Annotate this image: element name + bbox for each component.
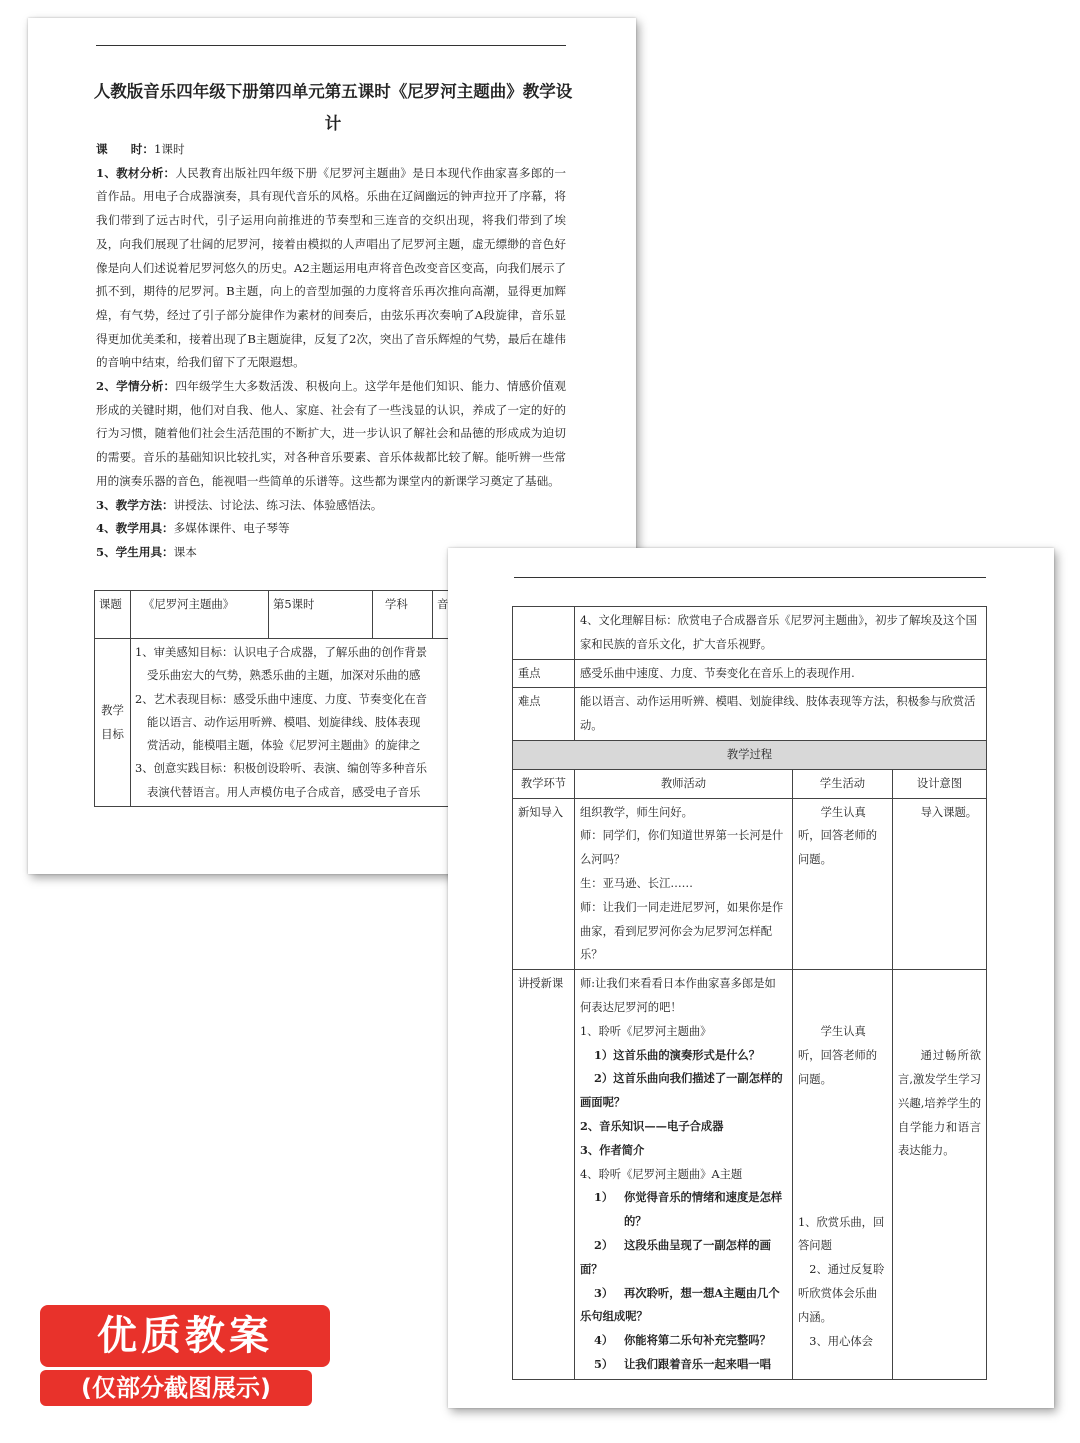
- stage-cell: 新知导入: [513, 798, 575, 970]
- student-cell: [793, 798, 893, 970]
- difficulty-label: 难点: [513, 688, 575, 741]
- teacher-line: 3、作者简介: [580, 1142, 645, 1157]
- teacher-cell: [575, 970, 793, 1380]
- question-number: 1）: [594, 1190, 614, 1205]
- teacher-line: 4、聆听《尼罗河主题曲》A主题: [580, 1167, 743, 1181]
- student-text: 2、通过反复聆听欣赏体会乐曲内涵。: [798, 1263, 885, 1324]
- key-label: 重点: [513, 659, 575, 688]
- header-rule: [96, 45, 566, 46]
- question-line: [580, 1186, 787, 1234]
- table-cell: 《尼罗河主题曲》: [131, 591, 269, 639]
- student-text: 学生认真听，回答老师的问题。: [798, 1025, 878, 1086]
- student-cell: [793, 970, 893, 1380]
- intent-text: 导入课题。: [920, 805, 978, 819]
- section-tools: 4、教学用具：多媒体课件、电子琴等: [96, 521, 290, 536]
- question-text: 你觉得音乐的情绪和速度是怎样的？: [624, 1190, 783, 1229]
- teacher-line: 2）这首乐曲向我们描述了一副怎样的画面呢？: [580, 1071, 783, 1110]
- goal-line: 2、艺术表现目标：感受乐曲中速度、力度、节奏变化在音: [135, 691, 428, 706]
- column-header: 设计意图: [893, 769, 987, 798]
- question-text: 再次聆听，想一想A主题由几个乐句组成呢？: [580, 1285, 780, 1324]
- teacher-line: 1）这首乐曲的演奏形式是什么？: [594, 1047, 761, 1062]
- column-header: 学生活动: [793, 769, 893, 798]
- table-row: [513, 659, 987, 688]
- quality-lesson-badge: 优质教案: [40, 1305, 330, 1367]
- question-line: [580, 1282, 787, 1330]
- table-row: [513, 970, 987, 1380]
- table-cell: 第5课时: [269, 591, 373, 639]
- question-line: [580, 1234, 787, 1282]
- teacher-line: 1、聆听《尼罗河主题曲》: [580, 1024, 712, 1038]
- question-text: 让我们跟着音乐一起来唱一唱: [624, 1356, 771, 1371]
- student-text: 学生认真听，回答老师的问题。: [798, 805, 878, 867]
- spacer: [898, 972, 981, 1044]
- stage-cell: 讲授新课: [513, 970, 575, 1380]
- table-row: [513, 607, 987, 660]
- document-title: 人教版音乐四年级下册第四单元第五课时《尼罗河主题曲》教学设计: [93, 82, 573, 133]
- teacher-line: 2、音乐知识——电子合成器: [580, 1118, 724, 1133]
- question-number: 2）: [594, 1237, 614, 1252]
- difficulty-text: 能以语言、动作运用听辨、模唱、划旋律线、肢体表现等方法，积极参与欣赏活动。: [575, 688, 987, 741]
- intent-text: 通过畅所欲言,激发学生学习兴趣,培养学生的自学能力和语言表达能力。: [898, 1049, 982, 1158]
- column-header: 教师活动: [575, 769, 793, 798]
- period-line: 课 时：1课时: [96, 142, 185, 156]
- question-number: 5）: [594, 1356, 614, 1371]
- question-line: [580, 1329, 787, 1353]
- table-cell: 课题: [95, 591, 131, 639]
- goal-line: 能以语言、动作运用听辨、模唱、划旋律线、肢体表现: [147, 714, 421, 729]
- teacher-line: 生：亚马逊、长江……: [580, 876, 693, 890]
- section-methods: 3、教学方法：讲授法、讨论法、练习法、体验感悟法。: [96, 497, 383, 512]
- document-body: [96, 138, 566, 565]
- teacher-line: 组织教学，师生问好。: [580, 805, 693, 819]
- table-cell: 音: [433, 591, 637, 639]
- process-title: 教学过程: [513, 740, 987, 769]
- column-header: 教学环节: [513, 769, 575, 798]
- key-text: 感受乐曲中速度、力度、节奏变化在音乐上的表现作用.: [575, 659, 987, 688]
- spacer: [798, 972, 887, 1020]
- section-material: 1、教材分析：人民教育出版社四年级下册《尼罗河主题曲》是日本现代作曲家喜多郎的一首作品。用电子合成器演奏，具有现代音乐的风格。乐曲在辽阔幽远的钟声拉开了序幕，将我们带到了远古时代，引子运用向前推进的节奏型和三连音的交织出现，将我们带到了埃及，向我们展现了壮阔的尼罗河，接着由模拟的人声唱出了尼罗河主题，虚无缥缈的音色好像是向人们述说着尼罗河悠久的历史。A2主题运用电声将音色改变音区变高，向我们展示了抓不到，期待的尼罗河。B主题，向上的音型加强的力度将音乐再次推向高潮，显得更加辉煌，有气势，经过了引子部分旋律作为素材的间奏后，由弦乐再次奏响了A段旋律，音乐显得更加优美柔和，接着出现了B主题旋律，反复了2次，突出了音乐辉煌的气势，最后在雄伟的音响中结束，给我们留下了无限遐想。: [96, 165, 566, 370]
- teacher-cell: [575, 798, 793, 970]
- teacher-line: 师：同学们，你们知道世界第一长河是什么河吗？: [580, 829, 784, 867]
- goal-line: 受乐曲宏大的气势，熟悉乐曲的主题，加深对乐曲的感: [147, 668, 421, 683]
- document-page-2: [448, 548, 1054, 1408]
- question-text: 这段乐曲呈现了一副怎样的画面？: [580, 1237, 771, 1276]
- intent-cell: [893, 970, 987, 1380]
- teacher-line: 师:让我们来看看日本作曲家喜多郎是如何表达尼罗河的吧！: [580, 977, 776, 1014]
- question-text: 你能将第二乐句补充完整吗？: [624, 1333, 771, 1348]
- goal-line: 表演代替语言。用人声模仿电子合成音，感受电子音乐: [147, 784, 421, 799]
- table-cell: 学科: [373, 591, 433, 639]
- spacer: [798, 1092, 887, 1211]
- intent-cell: [893, 798, 987, 970]
- section-students: 2、学情分析：四年级学生大多数活泼、积极向上。这学年是他们知识、能力、情感价值观形成的关键时期，他们对自我、他人、家庭、社会有了一些浅显的认识，养成了一定的好的行为习惯，随着他们社会生活范围的不断扩大，进一步认识了解社会和品德的形成成为迫切的需要。音乐的基础知识比较扎实，对各种音乐要素、音乐体裁都比较了解。能听辨一些常用的演奏乐器的音色，能视唱一些简单的乐谱等。这些都为课堂内的新课学习奠定了基础。: [96, 379, 566, 488]
- table-row: [513, 798, 987, 970]
- table-row: [513, 688, 987, 741]
- table-cell: [513, 607, 575, 660]
- goal-4-cell: 4、文化理解目标：欣赏电子合成器音乐《尼罗河主题曲》，初步了解埃及这个国家和民族的音乐文化，扩大音乐视野。: [575, 607, 987, 660]
- student-text: 1、欣赏乐曲，回答问题: [798, 1215, 885, 1253]
- teacher-line: 师：让我们一同走进尼罗河，如果你是作曲家，看到尼罗河你会为尼罗河怎样配乐？: [580, 900, 784, 962]
- question-line: [580, 1353, 787, 1377]
- partial-screenshot-badge: (仅部分截图展示): [40, 1370, 312, 1406]
- section-student-tools: 5、学生用具：课本: [96, 544, 197, 559]
- table-row: [513, 740, 987, 769]
- question-number: 3）: [594, 1285, 614, 1300]
- goal-line: 3、创意实践目标：积极创设聆听、表演、编创等多种音乐: [135, 761, 428, 776]
- goal-line: 赏活动，能模唱主题，体验《尼罗河主题曲》的旋律之: [147, 738, 421, 753]
- question-number: 4）: [594, 1333, 614, 1348]
- table-cell: 教学目标: [95, 639, 131, 807]
- table-header-row: [513, 769, 987, 798]
- header-rule: [514, 577, 986, 578]
- student-text: 3、用心体会: [809, 1334, 873, 1348]
- teaching-process-table: [512, 606, 987, 1380]
- goal-line: 1、审美感知目标：认识电子合成器，了解乐曲的创作背景: [135, 645, 428, 659]
